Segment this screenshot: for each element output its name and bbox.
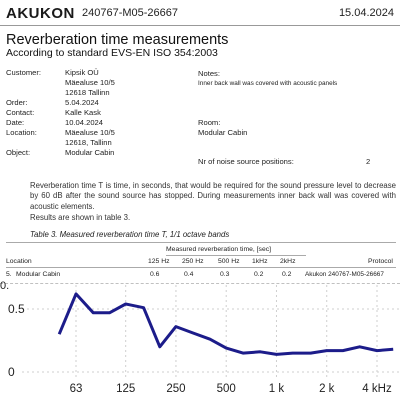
noise-sources-value: 2	[366, 157, 371, 166]
notes-value: Inner back wall was covered with acoustic panels	[198, 80, 338, 87]
x-tick-label: 500	[216, 383, 236, 395]
col-header-2khz: 2kHz	[280, 258, 296, 265]
row-value-125hz: 0.6	[150, 271, 160, 278]
table-caption: Table 3. Measured reverberation time T, 1/1 octave bands	[30, 230, 230, 239]
x-tick-label: 250	[166, 383, 186, 395]
customer-city: 12618 Tallinn	[65, 88, 110, 97]
page-subtitle: According to standard EVS-EN ISO 354:2003	[6, 47, 218, 59]
contact-value: Kalle Kask	[65, 108, 101, 117]
location-street: Mäealuse 10/5	[65, 128, 115, 137]
y-tick-label-partial: 0.	[0, 280, 10, 292]
room-value: Modular Cabin	[198, 128, 248, 137]
document-id: 240767-M05-26667	[82, 7, 179, 19]
x-tick-label: 1 k	[268, 383, 285, 395]
col-header-125hz: 125 Hz	[148, 258, 170, 265]
x-tick-label: 4 kHz	[362, 383, 392, 395]
customer-label: Customer:	[6, 68, 42, 77]
x-tick-label: 2 k	[319, 383, 335, 395]
order-label: Order:	[6, 98, 28, 107]
location-label: Location:	[6, 128, 37, 137]
location-city: 12618, Tallinn	[65, 138, 112, 147]
col-header-500hz: 500 Hz	[218, 258, 240, 265]
x-tick-label: 63	[69, 383, 83, 395]
row-location: Modular Cabin	[16, 271, 61, 278]
table-group-header: Measured reverberation time, [sec]	[166, 246, 272, 253]
customer-name: Kipsik OÜ	[65, 68, 99, 77]
customer-street: Mäealuse 10/5	[65, 78, 115, 87]
header-date: 15.04.2024	[338, 7, 394, 19]
col-header-protocol: Protocol	[368, 258, 393, 265]
order-value: 5.04.2024	[65, 98, 99, 107]
room-label: Room:	[198, 118, 221, 127]
noise-sources-label: Nr of noise source positions:	[198, 157, 294, 166]
date-label: Date:	[6, 118, 25, 127]
description-paragraph: Reverberation time T is time, in seconds, that would be required for the sound pressure level to decrease by 60 dB after the sound source has stopped. During measurements inner back wall was covered with acoustic elements.	[30, 181, 396, 211]
col-header-250hz: 250 Hz	[182, 258, 204, 265]
row-value-2khz: 0.2	[282, 271, 292, 278]
row-protocol: Akukon 240767-M05-26667	[305, 271, 384, 278]
row-value-500hz: 0.3	[220, 271, 230, 278]
y-tick-label: 0.5	[8, 302, 25, 316]
object-value: Modular Cabin	[65, 148, 115, 157]
col-header-location: Location	[6, 258, 32, 265]
x-tick-label: 125	[116, 383, 136, 395]
row-value-1khz: 0.2	[254, 271, 264, 278]
contact-label: Contact:	[6, 108, 35, 117]
date-value: 10.04.2024	[65, 118, 104, 127]
results-note: Results are shown in table 3.	[30, 213, 131, 222]
col-header-1khz: 1kHz	[252, 258, 268, 265]
notes-label: Notes:	[198, 69, 220, 78]
page-title: Reverberation time measurements	[6, 32, 229, 48]
y-tick-label: 0	[8, 365, 15, 379]
object-label: Object:	[6, 148, 31, 157]
row-value-250hz: 0.4	[184, 271, 194, 278]
row-number: 5.	[6, 271, 12, 278]
company-logo: AKUKON	[6, 5, 75, 22]
